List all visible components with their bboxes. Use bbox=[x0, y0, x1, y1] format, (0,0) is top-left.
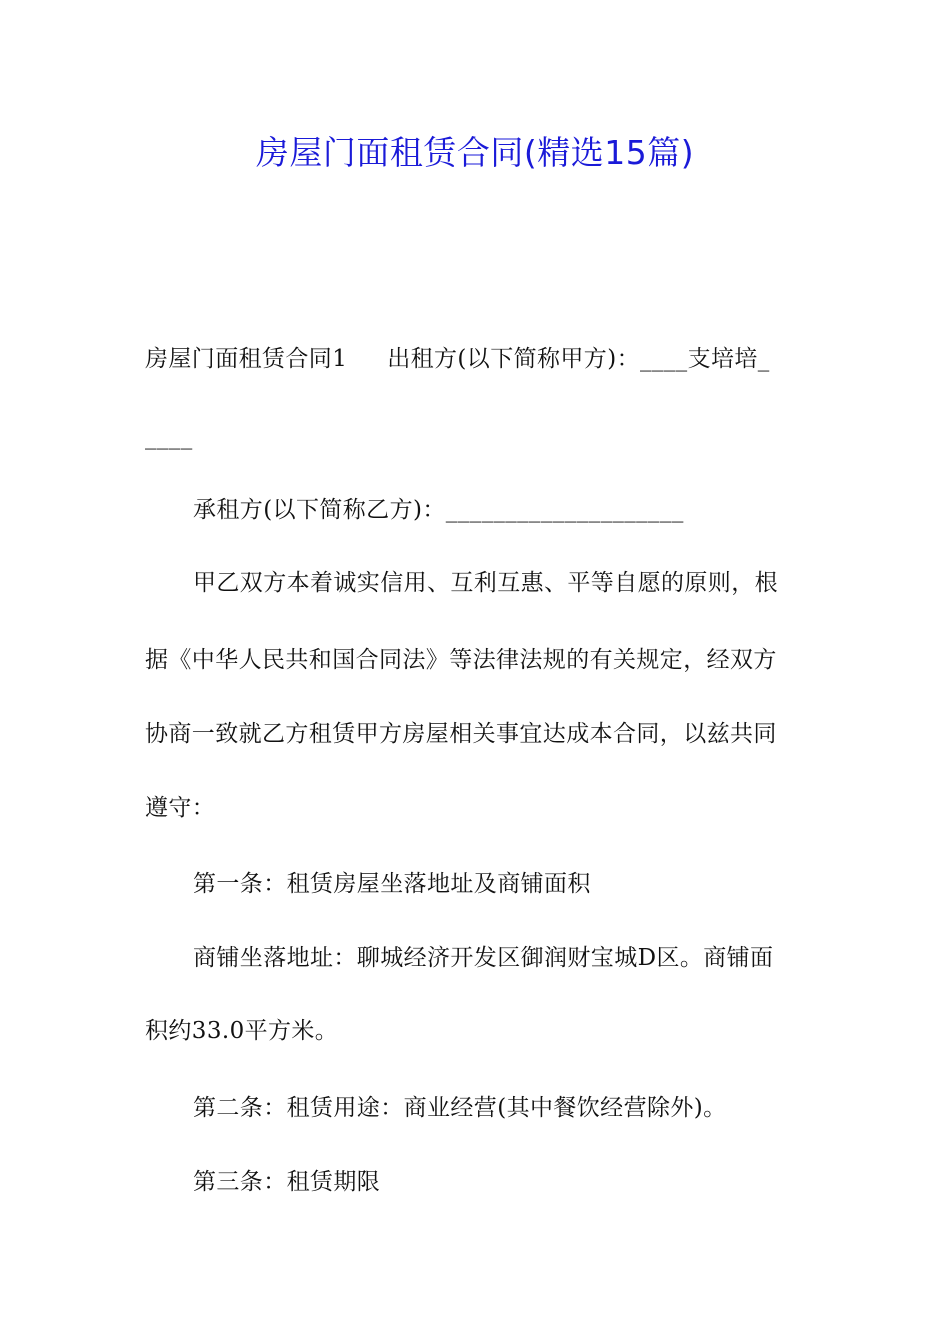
preamble-line-1: 甲乙双方本着诚实信用、互利互惠、平等自愿的原则，根 bbox=[193, 570, 778, 596]
article-2: 第二条：租赁用途：商业经营(其中餐饮经营除外)。 bbox=[193, 1095, 727, 1121]
article-1-body-line-1: 商铺坐落地址：聊城经济开发区御润财宝城D区。商铺面 bbox=[193, 945, 774, 971]
lessee-field: 承租方(以下简称乙方)：____________________ bbox=[193, 497, 684, 523]
document-title: 房屋门面租赁合同(精选15篇) bbox=[255, 133, 695, 172]
contract-number-label: 房屋门面租赁合同1 bbox=[145, 346, 348, 372]
article-1-title: 第一条：租赁房屋坐落地址及商铺面积 bbox=[193, 871, 591, 897]
preamble-line-4: 遵守： bbox=[145, 795, 216, 821]
preamble-line-2: 据《中华人民共和国合同法》等法律法规的有关规定，经双方 bbox=[145, 647, 777, 673]
preamble-line-3: 协商一致就乙方租赁甲方房屋相关事宜达成本合同，以兹共同 bbox=[145, 721, 777, 747]
lessor-field: 出租方(以下简称甲方)：____支培培_ bbox=[387, 346, 770, 372]
lessor-field-continuation: ____ bbox=[145, 424, 193, 450]
article-1-body-line-2: 积约33.0平方米。 bbox=[145, 1018, 339, 1044]
contract-heading-line bbox=[145, 342, 770, 376]
article-3-title: 第三条：租赁期限 bbox=[193, 1169, 381, 1195]
